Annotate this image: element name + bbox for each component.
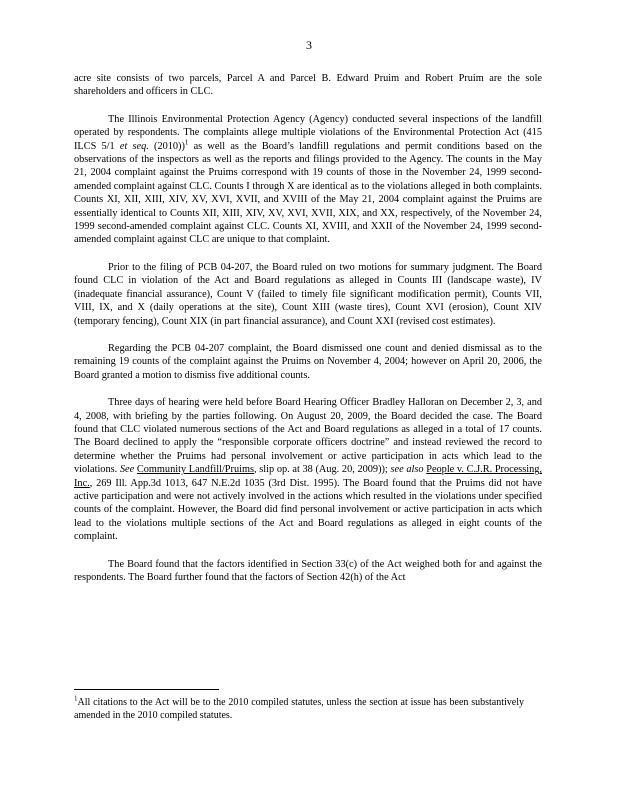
paragraph-text: Regarding the PCB 04-207 complaint, the Board dismissed one count and denied dismissal as to the remaining 19 counts of the complaint against the Pruims on November 4, 2004; however on April 20, 2006, the Board granted a motion to dismiss five additional counts. <box>74 342 542 381</box>
paragraph-text: The Board found that the factors identified in Section 33(c) of the Act weighed both for and against the respondents. The Board further found that the factors of Section 42(h) of the Act <box>74 558 542 583</box>
paragraph-factors <box>74 558 542 585</box>
paragraph-text: Prior to the filing of PCB 04-207, the Board ruled on two motions for summary judgment. The Board found CLC in violation of the Act and Board regulations as alleged in Counts III (landscape waste), IV (inadequate financial assurance), Count V (failed to timely file significant modification permit), Counts VII, VIII, IX, and X (daily operations at the site), Count XIII (waste tires), Count XVI (erosion), Count XIV (temporary fencing), Count XIX (in part financial assurance), and Count XXI (revised cost estimates). <box>74 261 542 327</box>
document-body <box>74 72 542 598</box>
paragraph-text: Three days of hearing were held before Board Hearing Officer Bradley Halloran on December 2, 3, and 4, 2008, with briefing by the parties following. On August 20, 2009, the Board decided the case. The Board found that CLC violated numerous sections of the Act and Board regulations as alleged in a total of 17 counts. The Board declined to apply the “responsible corporate officers doctrine” and instead reviewed the record to determine whether the Pruims had personal involvement or active participation in acts which lead to the violations. <box>74 397 542 476</box>
paragraph-summary-judgment <box>74 261 542 328</box>
paragraph-text: (2010)) <box>148 140 185 152</box>
paragraph-text: , 269 Ill. App.3d 1013, 647 N.E.2d 1035 (3rd Dist. 1995). The Board found that the Pruims did not have active participation and were not actively involved in the actions which resulted in the violations under specified counts of the complaint. However, the Board did find personal involvement or active participation in acts which lead to the violations multiple sections of the Act and Board regulations as alleged in eight counts of the complaint. <box>74 477 542 543</box>
case-citation: Community Landfill/Pruims <box>136 464 254 476</box>
paragraph-hearing <box>74 396 542 543</box>
paragraph-inspections <box>74 113 542 247</box>
footnote-reference: 1 <box>184 138 189 147</box>
paragraph-text: acre site consists of two parcels, Parcel A and Parcel B. Edward Pruim and Robert Pruim are the sole shareholders and officers in CLC. <box>74 73 542 98</box>
italic-text: See <box>119 464 135 476</box>
footnote-text: All citations to the Act will be to the 2010 compiled statutes, unless the section at issue has been substantively amended in the 2010 compiled statutes. <box>74 697 524 721</box>
paragraph-intro <box>74 72 542 99</box>
italic-text: et seq. <box>119 140 149 152</box>
paragraph-text: , slip op. at 38 (Aug. 20, 2009)); <box>254 464 391 476</box>
case-citation: People v. C.J.R. Processing, Inc. <box>74 464 543 489</box>
paragraph-text: The Illinois Environmental Protection Agency (Agency) conducted several inspections of the landfill operated by respondents. The complaints allege multiple violations of the Environmental Protection Act (415 ILCS 5/1 <box>74 113 542 152</box>
paragraph-text: as well as the Board’s landfill regulations and permit conditions based on the observations of the inspectors as well as the reports and filings provided to the Agency. The counts in the May 21, 2004 complaint against the Pruims correspond with 19 counts of those in the November 24, 1999 second-amended complaint against CLC. Counts I through X are identical as to the violations alleged in both complaints. Counts XI, XII, XIII, XIV, XV, XVI, XVII, and XVIII of the May 21, 2004 complaint against the Pruims are essentially identical to Counts XII, XIII, XIV, XV, XVI, XVII, XIX, and XX, respectively, of the November 24, 1999 second-amended complaint against CLC. Counts XI, XVIII, and XXII of the November 24, 1999 second-amended complaint against CLC are unique to that complaint. <box>74 140 542 246</box>
footnote-marker: 1 <box>74 694 78 703</box>
page-number: 3 <box>306 38 312 52</box>
paragraph-dismissal <box>74 342 542 382</box>
italic-text: see also <box>390 464 424 476</box>
footnote <box>74 696 524 722</box>
footnote-divider <box>74 689 219 690</box>
